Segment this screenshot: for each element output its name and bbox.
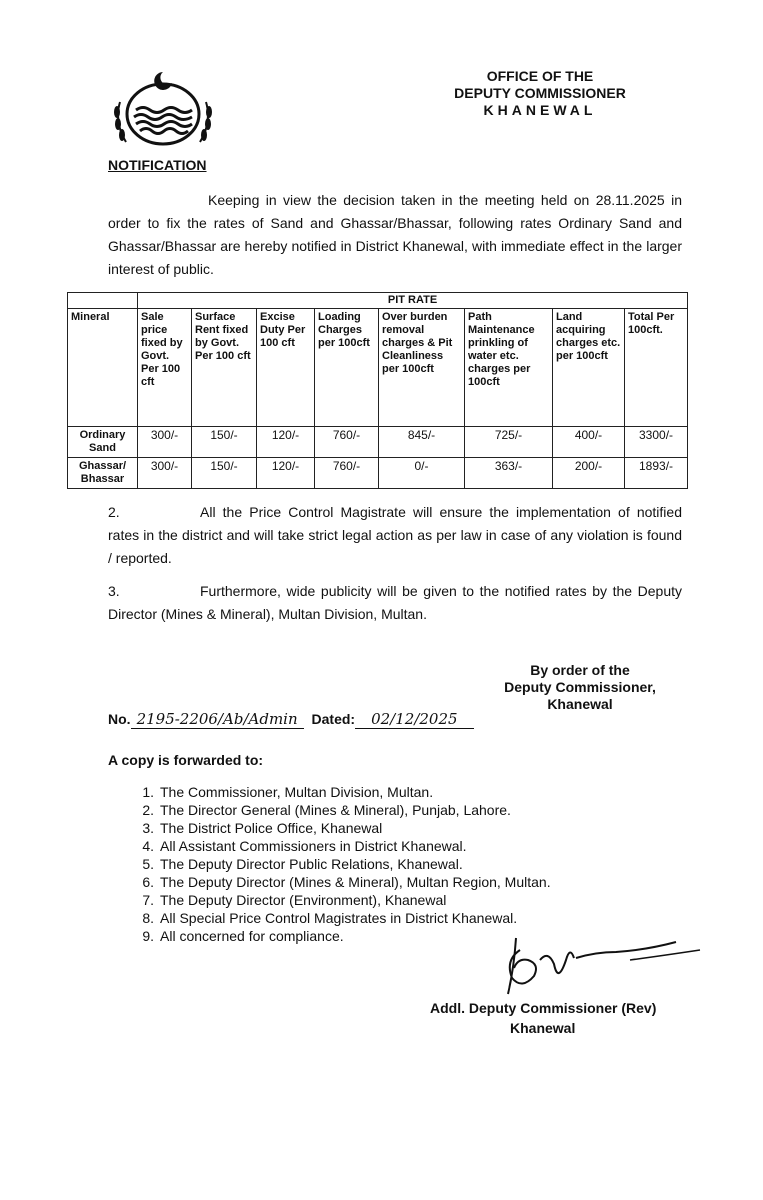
value-cell: 0/- (379, 458, 465, 489)
dated-value: 02/12/2025 (355, 710, 473, 729)
office-line-2: DEPUTY COMMISSIONER (454, 85, 626, 101)
office-line-3: KHANEWAL (483, 102, 597, 118)
paragraph-2-number: 2. (108, 504, 120, 520)
col-header-overburden-removal: Over burden removal charges & Pit Cleanliness per 100cft (379, 309, 465, 427)
col-header-sale-price: Sale price fixed by Govt. Per 100 cft (138, 309, 192, 427)
value-cell: 725/- (465, 427, 553, 458)
value-cell: 120/- (257, 427, 315, 458)
list-item-text: All Special Price Control Magistrates in District Khanewal. (160, 910, 518, 926)
list-item-text: The Deputy Director Public Relations, Khanewal. (160, 856, 463, 872)
mineral-cell: Ghassar/ Bhassar (68, 458, 138, 489)
list-item-number: 9. (142, 928, 154, 944)
list-item-text: The Deputy Director (Mines & Mineral), Multan Region, Multan. (160, 874, 551, 890)
value-cell: 150/- (192, 458, 257, 489)
list-item (128, 873, 551, 891)
table-row (68, 427, 688, 458)
copy-forwarded-list (128, 783, 551, 945)
list-item-text: All Assistant Commissioners in District Khanewal. (160, 838, 467, 854)
list-item (128, 801, 551, 819)
table-row (68, 458, 688, 489)
col-header-mineral: Mineral (68, 309, 138, 427)
punjab-emblem-logo (108, 62, 218, 154)
list-item-text: The District Police Office, Khanewal (160, 820, 383, 836)
list-item-number: 3. (142, 820, 154, 836)
mineral-cell: Ordinary Sand (68, 427, 138, 458)
copy-forwarded-title: A copy is forwarded to: (108, 752, 264, 768)
list-item (128, 837, 551, 855)
list-item (128, 855, 551, 873)
signatory-block (430, 998, 700, 1038)
list-item (128, 891, 551, 909)
value-cell: 150/- (192, 427, 257, 458)
signatory-location: Khanewal (510, 1020, 576, 1036)
pit-rate-table (67, 292, 688, 489)
list-item-text: The Commissioner, Multan Division, Multan. (160, 784, 434, 800)
office-line-1: OFFICE OF THE (486, 68, 594, 84)
list-item-number: 5. (142, 856, 154, 872)
list-item (128, 909, 551, 927)
paragraph-3-text: Furthermore, wide publicity will be given to the notified rates by the Deputy Director (Mines & Mineral), Multan Division, Multan. (108, 583, 682, 622)
col-header-loading-charges: Loading Charges per 100cft (315, 309, 379, 427)
value-cell: 845/- (379, 427, 465, 458)
reference-no-label: No. (108, 711, 131, 727)
list-item-number: 1. (142, 784, 154, 800)
col-header-path-maintenance: Path Maintenance prinkling of water etc. charges per 100cft (465, 309, 553, 427)
list-item-number: 8. (142, 910, 154, 926)
paragraph-3-number: 3. (108, 583, 120, 599)
value-cell: 200/- (553, 458, 625, 489)
value-cell: 3300/- (625, 427, 688, 458)
table-group-header: PIT RATE (138, 293, 688, 309)
value-cell: 363/- (465, 458, 553, 489)
by-order-line-3: Khanewal (547, 696, 613, 712)
value-cell: 1893/- (625, 458, 688, 489)
intro-paragraph: Keeping in view the decision taken in the meeting held on 28.11.2025 in order to fix the rates of Sand and Ghassar/Bhassar, following rates Ordinary Sand and Ghassar/Bhassar are hereby notified in District Khanewal, with immediate effect in the larger interest of public. (108, 192, 682, 277)
by-order-block (480, 662, 680, 713)
col-header-excise-duty: Excise Duty Per 100 cft (257, 309, 315, 427)
value-cell: 120/- (257, 458, 315, 489)
list-item-text: The Deputy Director (Environment), Khanewal (160, 892, 447, 908)
list-item (128, 783, 551, 801)
dated-label: Dated: (311, 711, 356, 727)
paragraph-3 (108, 580, 682, 626)
paragraph-2 (108, 501, 682, 570)
value-cell: 300/- (138, 427, 192, 458)
reference-line (108, 710, 474, 729)
list-item-number: 7. (142, 892, 154, 908)
signatory-title: Addl. Deputy Commissioner (Rev) (430, 1000, 657, 1016)
handwritten-signature (480, 930, 720, 1000)
by-order-line-1: By order of the (530, 662, 630, 678)
col-header-land-acquiring: Land acquiring charges etc. per 100cft (553, 309, 625, 427)
list-item-text: All concerned for compliance. (160, 928, 344, 944)
value-cell: 400/- (553, 427, 625, 458)
col-header-total: Total Per 100cft. (625, 309, 688, 427)
reference-no-value: 2195-2206/Ab/Admin (131, 710, 304, 729)
list-item-number: 2. (142, 802, 154, 818)
list-item-text: The Director General (Mines & Mineral), Punjab, Lahore. (160, 802, 511, 818)
value-cell: 760/- (315, 427, 379, 458)
value-cell: 300/- (138, 458, 192, 489)
paragraph-2-text: All the Price Control Magistrate will ensure the implementation of notified rates in the district and will take strict legal action as per law in case of any violation is found / reported. (108, 504, 682, 566)
table-header-empty (68, 293, 138, 309)
list-item (128, 819, 551, 837)
col-header-surface-rent: Surface Rent fixed by Govt. Per 100 cft (192, 309, 257, 427)
list-item-number: 4. (142, 838, 154, 854)
notification-title: NOTIFICATION (108, 157, 207, 173)
list-item-number: 6. (142, 874, 154, 890)
value-cell: 760/- (315, 458, 379, 489)
by-order-line-2: Deputy Commissioner, (504, 679, 656, 695)
